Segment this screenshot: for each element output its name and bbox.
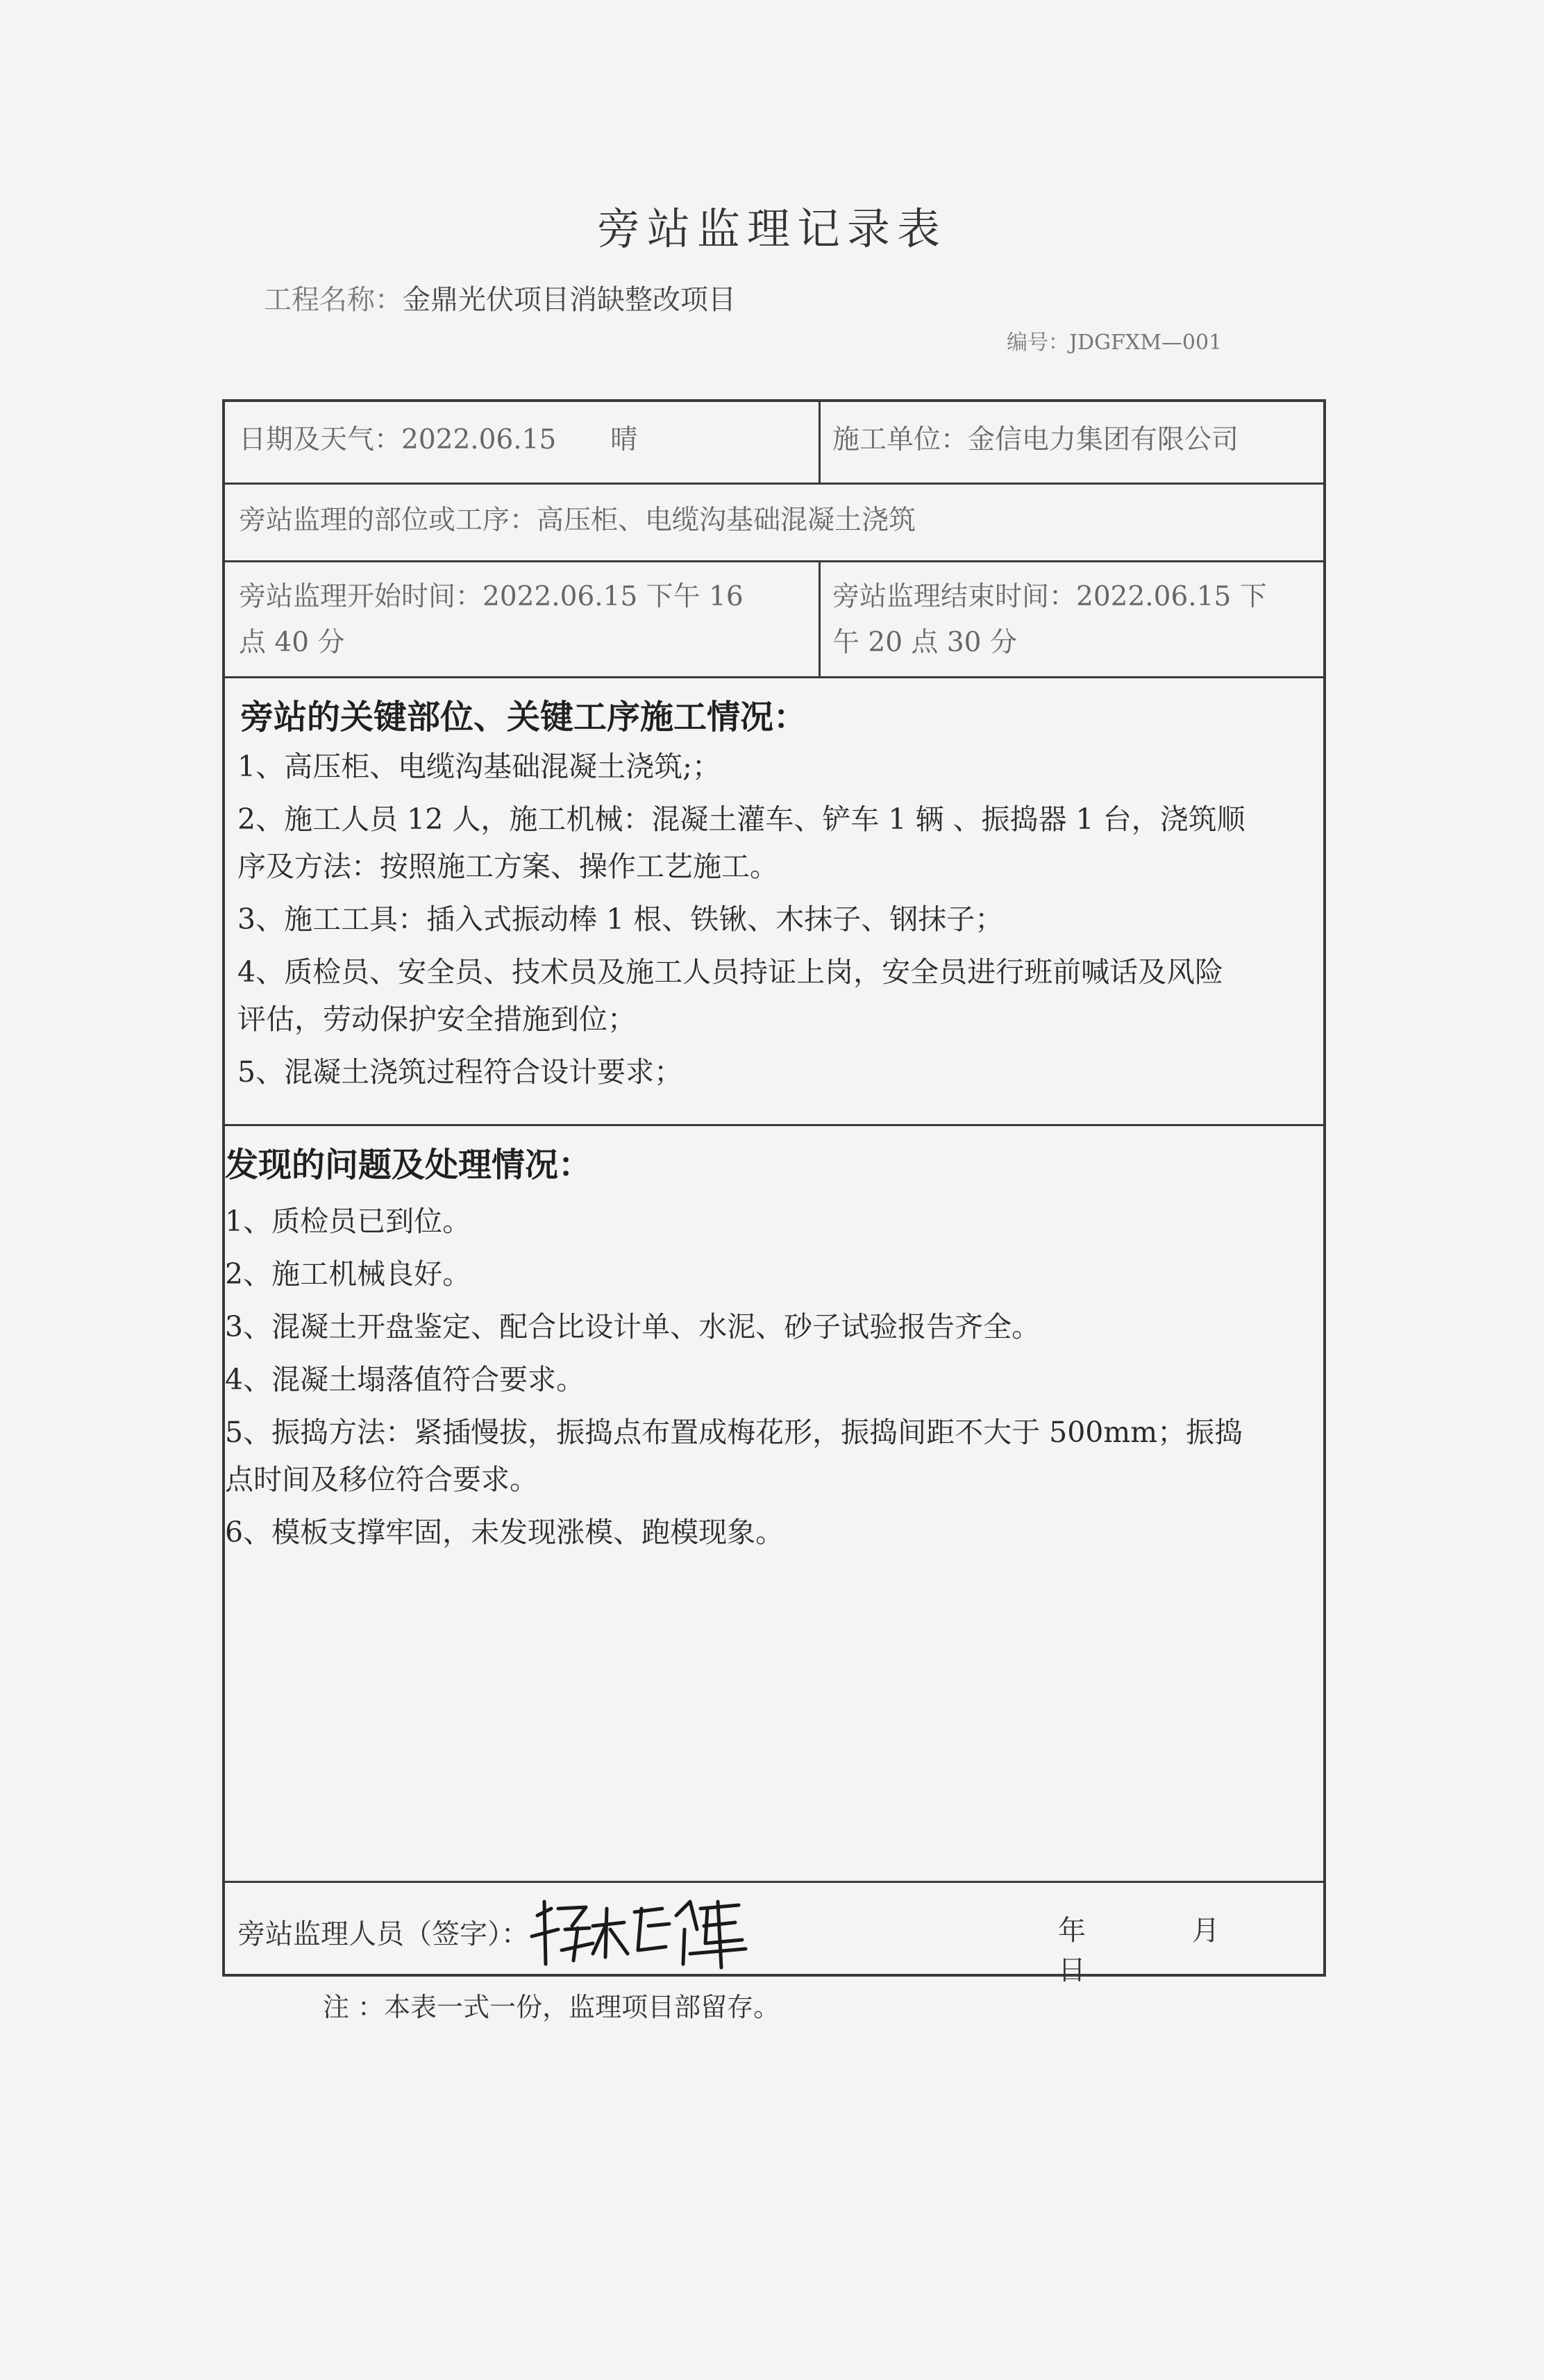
month-label: 月 xyxy=(1191,1915,1220,1947)
start-time-line: 点 40 分 xyxy=(239,627,345,658)
document-title: 旁站监理记录表 xyxy=(596,203,947,254)
supervisor-signature-label: 旁站监理人员（签字）： xyxy=(237,1918,529,1950)
key-process-list xyxy=(237,742,1245,1100)
key-process-heading: 旁站的关键部位、关键工序施工情况： xyxy=(240,698,807,737)
issues-list xyxy=(225,1197,1243,1561)
start-time-cell xyxy=(239,574,744,666)
record-form xyxy=(222,399,1326,1986)
list-item: 3、混凝土开盘鉴定、配合比设计单、水泥、砂子试验报告齐全。 xyxy=(225,1310,1041,1343)
list-item: 评估，劳动保护安全措施到位； xyxy=(237,1003,636,1036)
footnote: 注 ：本表一式一份，监理项目部留存。 xyxy=(323,1992,780,2022)
column-divider xyxy=(819,402,821,483)
row-divider xyxy=(225,1124,1323,1126)
project-name xyxy=(264,278,736,317)
year-label: 年 xyxy=(1058,1915,1086,1947)
list-item: 2、施工人员 12 人，施工机械：混凝土灌车、铲车 1 辆 、振捣器 1 台，浇筑顺 xyxy=(237,803,1245,836)
list-item: 4、质检员、安全员、技术员及施工人员持证上岗，安全员进行班前喊话及风险 xyxy=(237,955,1224,989)
end-time-line: 旁站监理结束时间：2022.06.15 下 xyxy=(832,581,1267,612)
handwritten-signature xyxy=(523,1888,753,1971)
location-cell: 旁站监理的部位或工序：高压柜、电缆沟基础混凝土浇筑 xyxy=(239,505,916,536)
list-item: 1、高压柜、电缆沟基础混凝土浇筑;； xyxy=(237,750,721,783)
list-item: 点时间及移位符合要求。 xyxy=(225,1463,538,1496)
row-divider xyxy=(225,560,1323,562)
list-item: 3、施工工具：插入式振动棒 1 根、铁锹、木抹子、钢抹子； xyxy=(237,903,1004,936)
column-divider xyxy=(819,560,821,676)
day-label: 日 xyxy=(1058,1954,1086,1986)
start-time-line: 旁站监理开始时间：2022.06.15 下午 16 xyxy=(239,581,744,612)
end-time-line: 午 20 点 30 分 xyxy=(832,627,1017,658)
construction-unit-cell: 施工单位：金信电力集团有限公司 xyxy=(832,424,1239,455)
list-item: 2、施工机械良好。 xyxy=(225,1257,471,1291)
document-number: 编号：JDGFXM—001 xyxy=(1007,330,1223,355)
end-time-cell xyxy=(832,574,1267,666)
list-item: 序及方法：按照施工方案、操作工艺施工。 xyxy=(237,850,778,883)
signature-date xyxy=(1058,1909,1323,1988)
list-item: 5、振捣方法：紧插慢拔，振捣点布置成梅花形，振捣间距不大于 500mm；振捣 xyxy=(225,1416,1243,1449)
project-value: 金鼎光伏项目消缺整改项目 xyxy=(403,284,736,316)
list-item: 1、质检员已到位。 xyxy=(225,1205,471,1238)
date-weather-cell: 日期及天气：2022.06.15 晴 xyxy=(239,424,638,455)
list-item: 5、混凝土浇筑过程符合设计要求； xyxy=(237,1055,683,1089)
issues-heading: 发现的问题及处理情况： xyxy=(225,1146,592,1184)
list-item: 4、混凝土塌落值符合要求。 xyxy=(225,1363,585,1396)
row-divider xyxy=(225,483,1323,485)
list-item: 6、模板支撑牢固，未发现涨模、跑模现象。 xyxy=(225,1516,784,1549)
row-divider xyxy=(225,676,1323,678)
row-divider xyxy=(225,1881,1323,1883)
project-label: 工程名称： xyxy=(264,284,403,316)
